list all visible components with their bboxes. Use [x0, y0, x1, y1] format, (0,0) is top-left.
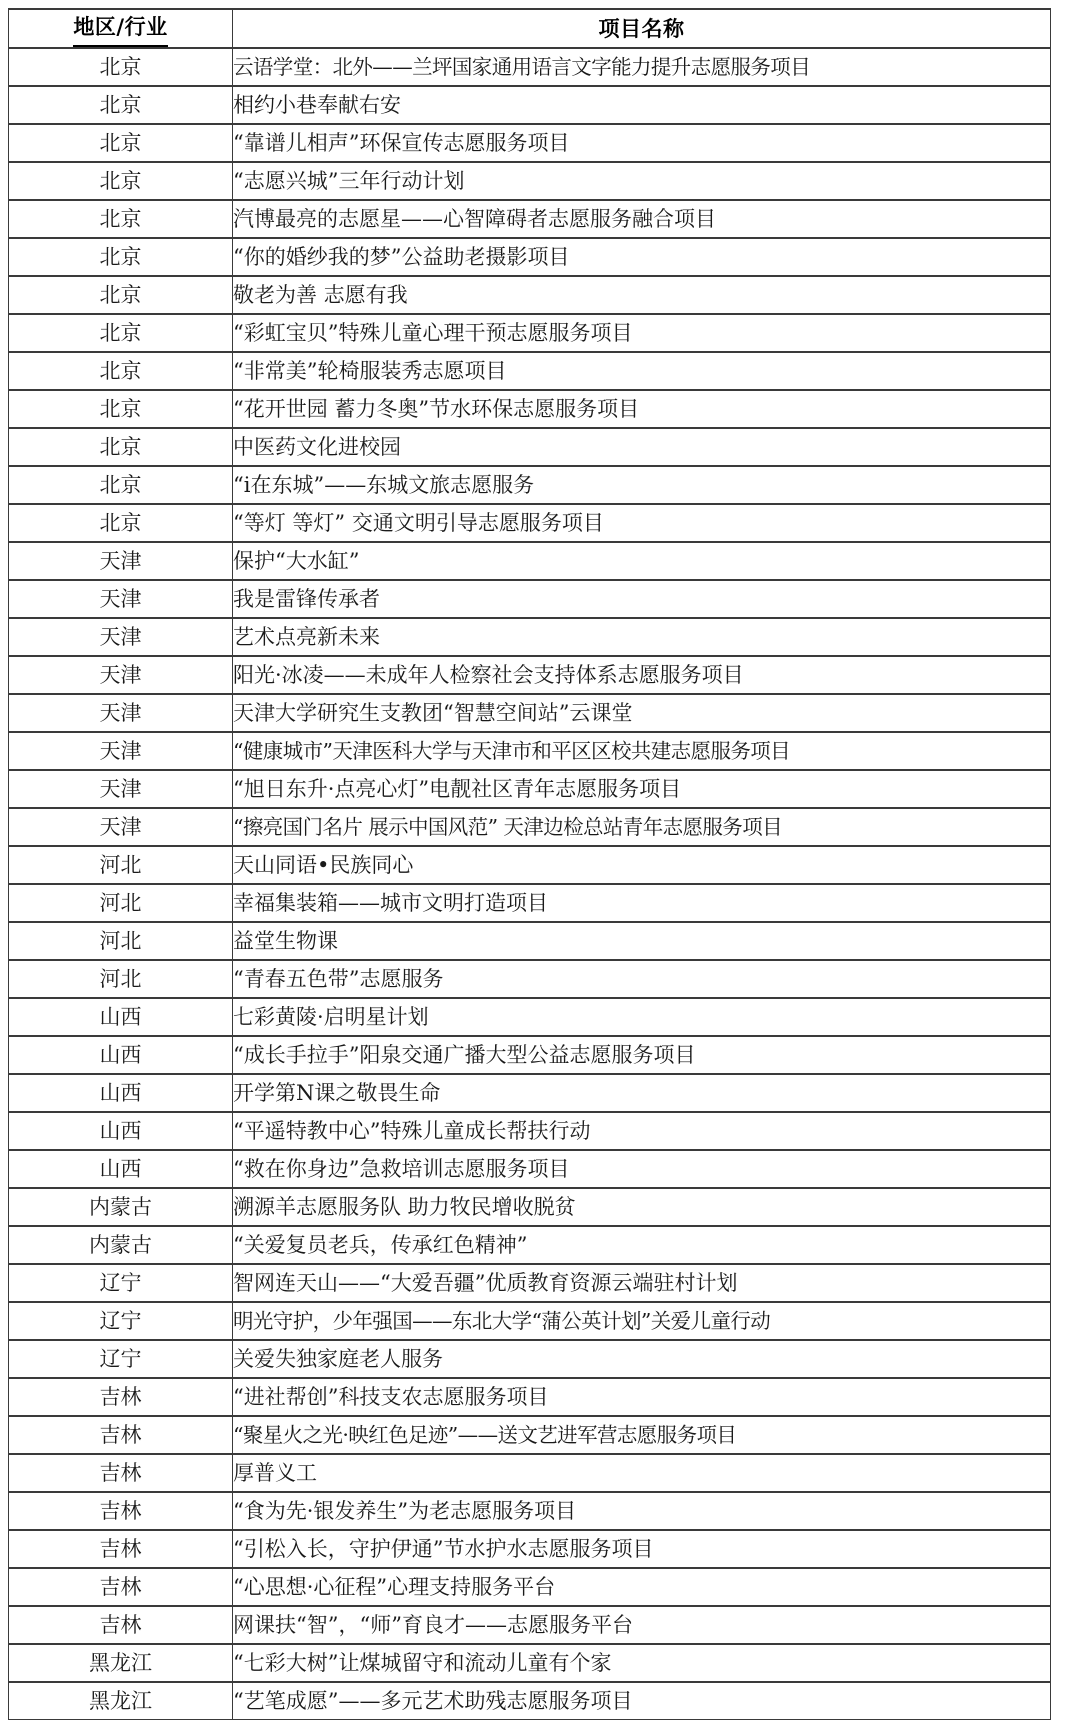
- table-row: [9, 694, 1051, 732]
- table-row: [9, 504, 1051, 542]
- table-row: [9, 1264, 1051, 1302]
- table-row: [9, 846, 1051, 884]
- cell-project-name: 七彩黄陵·启明星计划: [233, 998, 1051, 1036]
- cell-project-name: 保护“大水缸”: [233, 542, 1051, 580]
- cell-region: 山西: [9, 1036, 233, 1074]
- table-row: [9, 1568, 1051, 1606]
- cell-region: 内蒙古: [9, 1226, 233, 1264]
- table-row: [9, 732, 1051, 770]
- cell-project-name: “心思想·心征程”心理支持服务平台: [233, 1568, 1051, 1606]
- cell-project-name: “志愿兴城”三年行动计划: [233, 162, 1051, 200]
- cell-project-name: “你的婚纱我的梦”公益助老摄影项目: [233, 238, 1051, 276]
- table-body: [9, 48, 1051, 1720]
- table-row: [9, 960, 1051, 998]
- table-row: [9, 1188, 1051, 1226]
- cell-project-name: 开学第N课之敬畏生命: [233, 1074, 1051, 1112]
- cell-project-name: 我是雷锋传承者: [233, 580, 1051, 618]
- cell-project-name: 云语学堂：北外——兰坪国家通用语言文字能力提升志愿服务项目: [233, 48, 1051, 86]
- table-row: [9, 352, 1051, 390]
- table-row: [9, 542, 1051, 580]
- cell-region: 辽宁: [9, 1302, 233, 1340]
- cell-project-name: “进社帮创”科技支农志愿服务项目: [233, 1378, 1051, 1416]
- cell-project-name: “七彩大树”让煤城留守和流动儿童有个家: [233, 1644, 1051, 1682]
- column-header-name-label: 项目名称: [598, 16, 685, 41]
- cell-project-name: “旭日东升·点亮心灯”电靓社区青年志愿服务项目: [233, 770, 1051, 808]
- cell-region: 北京: [9, 48, 233, 86]
- cell-region: 内蒙古: [9, 1188, 233, 1226]
- cell-project-name: 关爱失独家庭老人服务: [233, 1340, 1051, 1378]
- cell-region: 北京: [9, 428, 233, 466]
- cell-region: 吉林: [9, 1416, 233, 1454]
- table-row: [9, 276, 1051, 314]
- cell-region: 北京: [9, 124, 233, 162]
- cell-region: 天津: [9, 808, 233, 846]
- cell-project-name: 相约小巷奉献右安: [233, 86, 1051, 124]
- cell-project-name: 中医药文化进校园: [233, 428, 1051, 466]
- table-row: [9, 1150, 1051, 1188]
- table-row: [9, 1606, 1051, 1644]
- cell-region: 山西: [9, 1074, 233, 1112]
- cell-region: 北京: [9, 200, 233, 238]
- table-row: [9, 808, 1051, 846]
- table-row: [9, 884, 1051, 922]
- table-row: [9, 1302, 1051, 1340]
- table-row: [9, 390, 1051, 428]
- table-row: [9, 1682, 1051, 1720]
- table-row: [9, 656, 1051, 694]
- cell-project-name: “擦亮国门名片 展示中国风范” 天津边检总站青年志愿服务项目: [233, 808, 1051, 846]
- cell-region: 北京: [9, 314, 233, 352]
- cell-project-name: “艺笔成愿”——多元艺术助残志愿服务项目: [233, 1682, 1051, 1720]
- table-row: [9, 1340, 1051, 1378]
- header-row: [9, 9, 1051, 48]
- cell-project-name: 幸福集装箱——城市文明打造项目: [233, 884, 1051, 922]
- cell-project-name: 明光守护，少年强国——东北大学“蒲公英计划”关爱儿童行动: [233, 1302, 1051, 1340]
- cell-project-name: 天津大学研究生支教团“智慧空间站”云课堂: [233, 694, 1051, 732]
- cell-project-name: 汽博最亮的志愿星——心智障碍者志愿服务融合项目: [233, 200, 1051, 238]
- cell-region: 北京: [9, 390, 233, 428]
- cell-region: 北京: [9, 238, 233, 276]
- cell-region: 河北: [9, 846, 233, 884]
- table-row: [9, 1416, 1051, 1454]
- cell-region: 黑龙江: [9, 1644, 233, 1682]
- table-row: [9, 580, 1051, 618]
- cell-project-name: “引松入长，守护伊通”节水护水志愿服务项目: [233, 1530, 1051, 1568]
- cell-region: 河北: [9, 960, 233, 998]
- cell-region: 北京: [9, 86, 233, 124]
- cell-project-name: “青春五色带”志愿服务: [233, 960, 1051, 998]
- column-header-name: [233, 9, 1051, 48]
- cell-project-name: 网课扶“智”，“师”育良才——志愿服务平台: [233, 1606, 1051, 1644]
- cell-project-name: “等灯 等灯” 交通文明引导志愿服务项目: [233, 504, 1051, 542]
- cell-project-name: 智网连天山——“大爱吾疆”优质教育资源云端驻村计划: [233, 1264, 1051, 1302]
- cell-project-name: “i在东城”——东城文旅志愿服务: [233, 466, 1051, 504]
- table-row: [9, 238, 1051, 276]
- table-row: [9, 1226, 1051, 1264]
- cell-region: 天津: [9, 542, 233, 580]
- table-row: [9, 86, 1051, 124]
- table-row: [9, 1378, 1051, 1416]
- cell-project-name: 阳光·冰凌——未成年人检察社会支持体系志愿服务项目: [233, 656, 1051, 694]
- cell-region: 天津: [9, 732, 233, 770]
- table-row: [9, 466, 1051, 504]
- cell-region: 黑龙江: [9, 1682, 233, 1720]
- cell-region: 山西: [9, 1112, 233, 1150]
- cell-region: 北京: [9, 504, 233, 542]
- project-table: [8, 8, 1051, 1720]
- cell-region: 北京: [9, 466, 233, 504]
- table-row: [9, 314, 1051, 352]
- cell-project-name: 天山同语•民族同心: [233, 846, 1051, 884]
- cell-region: 天津: [9, 618, 233, 656]
- column-header-region: [9, 9, 233, 48]
- cell-project-name: “食为先·银发养生”为老志愿服务项目: [233, 1492, 1051, 1530]
- cell-project-name: “健康城市”天津医科大学与天津市和平区区校共建志愿服务项目: [233, 732, 1051, 770]
- cell-project-name: 敬老为善 志愿有我: [233, 276, 1051, 314]
- cell-region: 山西: [9, 1150, 233, 1188]
- table-row: [9, 1112, 1051, 1150]
- table-row: [9, 998, 1051, 1036]
- cell-region: 吉林: [9, 1492, 233, 1530]
- table-row: [9, 1036, 1051, 1074]
- table-row: [9, 1644, 1051, 1682]
- table-row: [9, 1454, 1051, 1492]
- table-row: [9, 200, 1051, 238]
- table-row: [9, 162, 1051, 200]
- cell-region: 河北: [9, 884, 233, 922]
- cell-region: 吉林: [9, 1568, 233, 1606]
- table-row: [9, 48, 1051, 86]
- cell-project-name: “平遥特教中心”特殊儿童成长帮扶行动: [233, 1112, 1051, 1150]
- cell-project-name: “聚星火之光·映红色足迹”——送文艺进军营志愿服务项目: [233, 1416, 1051, 1454]
- cell-region: 河北: [9, 922, 233, 960]
- cell-project-name: “花开世园 蓄力冬奥”节水环保志愿服务项目: [233, 390, 1051, 428]
- cell-project-name: 益堂生物课: [233, 922, 1051, 960]
- table-row: [9, 124, 1051, 162]
- table-row: [9, 428, 1051, 466]
- cell-region: 天津: [9, 694, 233, 732]
- cell-project-name: 厚普义工: [233, 1454, 1051, 1492]
- table-row: [9, 922, 1051, 960]
- cell-region: 吉林: [9, 1606, 233, 1644]
- cell-region: 北京: [9, 162, 233, 200]
- cell-region: 天津: [9, 580, 233, 618]
- cell-region: 辽宁: [9, 1264, 233, 1302]
- cell-project-name: “救在你身边”急救培训志愿服务项目: [233, 1150, 1051, 1188]
- table-row: [9, 1492, 1051, 1530]
- column-header-region-label: 地区/行业: [73, 10, 167, 47]
- cell-project-name: 溯源羊志愿服务队 助力牧民增收脱贫: [233, 1188, 1051, 1226]
- cell-region: 天津: [9, 770, 233, 808]
- table-row: [9, 1074, 1051, 1112]
- cell-project-name: “关爱复员老兵，传承红色精神”: [233, 1226, 1051, 1264]
- cell-project-name: “成长手拉手”阳泉交通广播大型公益志愿服务项目: [233, 1036, 1051, 1074]
- cell-project-name: “非常美”轮椅服装秀志愿项目: [233, 352, 1051, 390]
- cell-region: 吉林: [9, 1454, 233, 1492]
- cell-region: 山西: [9, 998, 233, 1036]
- cell-project-name: 艺术点亮新未来: [233, 618, 1051, 656]
- cell-region: 北京: [9, 352, 233, 390]
- cell-region: 北京: [9, 276, 233, 314]
- table-row: [9, 1530, 1051, 1568]
- cell-region: 吉林: [9, 1530, 233, 1568]
- cell-project-name: “靠谱儿相声”环保宣传志愿服务项目: [233, 124, 1051, 162]
- cell-region: 天津: [9, 656, 233, 694]
- table-row: [9, 770, 1051, 808]
- table-row: [9, 618, 1051, 656]
- cell-region: 吉林: [9, 1378, 233, 1416]
- cell-project-name: “彩虹宝贝”特殊儿童心理干预志愿服务项目: [233, 314, 1051, 352]
- cell-region: 辽宁: [9, 1340, 233, 1378]
- table-header: [9, 9, 1051, 48]
